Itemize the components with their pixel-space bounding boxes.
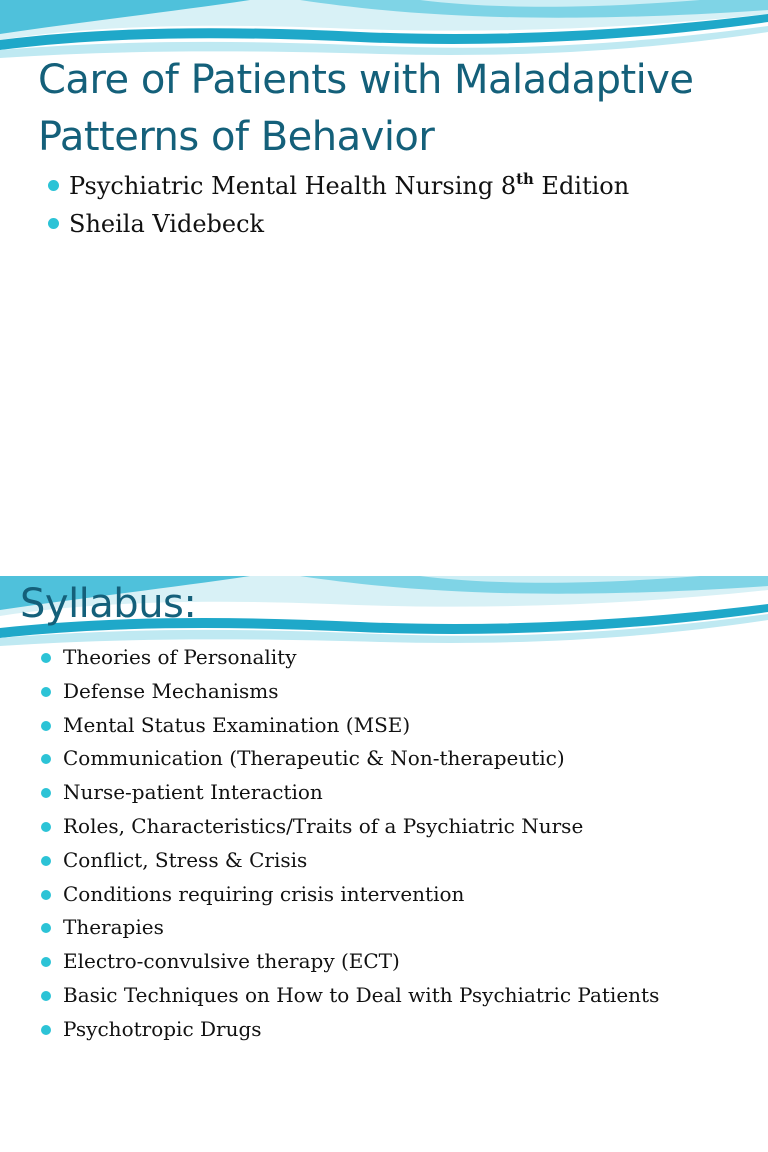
bullet-dot-icon xyxy=(41,890,51,900)
bullet-text-after: Edition xyxy=(533,172,630,200)
syllabus-list xyxy=(41,641,659,1047)
list-item xyxy=(41,878,659,912)
bullet-dot-icon xyxy=(41,687,51,697)
syllabus-item-text: Defense Mechanisms xyxy=(63,678,279,703)
bullet-dot-icon xyxy=(41,923,51,933)
syllabus-item-text: Mental Status Examination (MSE) xyxy=(63,712,411,737)
list-item xyxy=(48,167,629,205)
slide-syllabus xyxy=(0,576,768,1152)
bullet-text: Psychiatric Mental Health Nursing 8 xyxy=(69,172,517,200)
syllabus-item-text: Theories of Personality xyxy=(63,645,297,669)
syllabus-item-text: Conditions requiring crisis intervention xyxy=(63,881,465,906)
bullet-dot-icon xyxy=(41,957,51,967)
page-title xyxy=(38,52,758,166)
list-item xyxy=(41,810,659,844)
syllabus-item-text: Electro-convulsive therapy (ECT) xyxy=(63,949,400,974)
bullet-dot-icon xyxy=(41,788,51,798)
syllabus-item-text: Roles, Characteristics/Traits of a Psychiatric Nurse xyxy=(63,813,584,838)
bullet-dot-icon xyxy=(41,754,51,764)
bullet-dot-icon xyxy=(41,721,51,731)
title-line-1: Care of Patients with Maladaptive xyxy=(38,57,694,103)
bullet-dot-icon xyxy=(41,1025,51,1035)
bullet-dot-icon xyxy=(41,822,51,832)
slide1-bullet-list xyxy=(48,167,629,243)
syllabus-item-text: Conflict, Stress & Crisis xyxy=(63,847,308,872)
bullet-dot-icon xyxy=(41,856,51,866)
list-item xyxy=(41,979,659,1013)
list-item xyxy=(41,641,659,675)
list-item xyxy=(41,742,659,776)
syllabus-item-text: Communication (Therapeutic & Non-therapeutic) xyxy=(63,746,565,771)
bullet-superscript: th xyxy=(516,170,534,189)
list-item xyxy=(41,709,659,743)
bullet-dot-icon xyxy=(41,653,51,663)
title-line-2: Patterns of Behavior xyxy=(38,114,435,160)
list-item xyxy=(41,776,659,810)
list-item xyxy=(41,1013,659,1047)
bullet-dot-icon xyxy=(41,991,51,1001)
syllabus-item-text: Therapies xyxy=(63,915,164,940)
syllabus-item-text: Psychotropic Drugs xyxy=(63,1016,262,1041)
list-item xyxy=(41,675,659,709)
list-item xyxy=(41,945,659,979)
list-item xyxy=(41,844,659,878)
bullet-dot-icon xyxy=(48,180,59,191)
syllabus-item-text: Basic Techniques on How to Deal with Psychiatric Patients xyxy=(63,982,660,1007)
section-title: Syllabus: xyxy=(20,581,197,627)
list-item xyxy=(41,911,659,945)
bullet-text: Sheila Videbeck xyxy=(69,210,265,238)
list-item xyxy=(48,205,629,243)
syllabus-item-text: Nurse-patient Interaction xyxy=(63,780,323,805)
bullet-dot-icon xyxy=(48,218,59,229)
